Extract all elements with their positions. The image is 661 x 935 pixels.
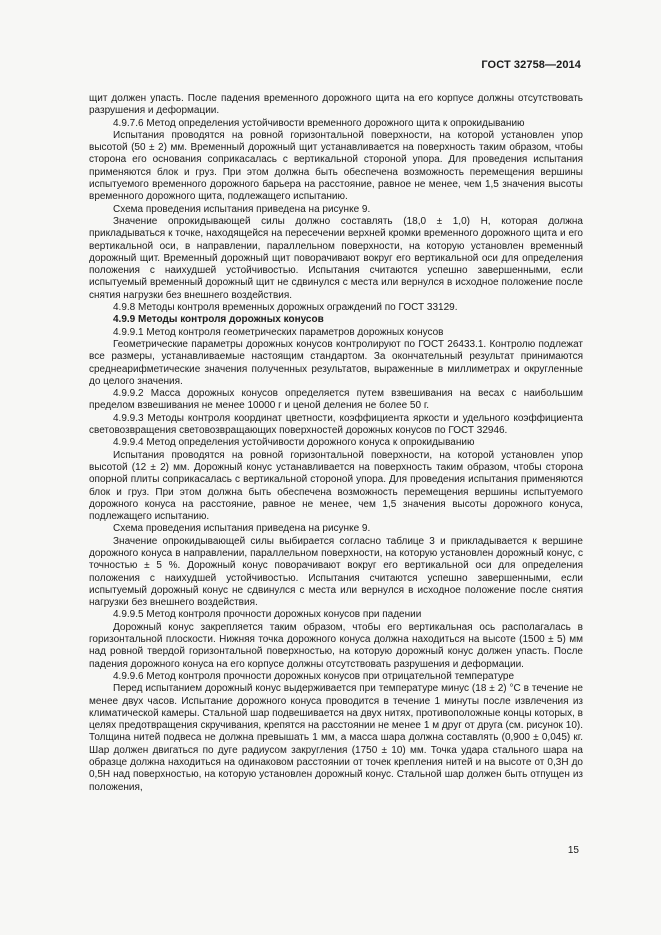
paragraph: 4.9.9.2 Масса дорожных конусов определяется путем взвешивания на весах с наибольшим пределом взвешивания не менее 10000 г и ценой деления не более 50 г. [89, 388, 583, 412]
section-heading: 4.9.9.5 Метод контроля прочности дорожных конусов при падении [113, 609, 422, 621]
section-heading: 4.9.9.6 Метод контроля прочности дорожных конусов при отрицательной температуре [113, 670, 515, 682]
paragraph: Дорожный конус закрепляется таким образом, чтобы его вертикальная ось располагалась в горизонтальной плоскости. Нижняя точка дорожного конуса должна находиться на высоте (1500 ± 5) мм над ровной твердой горизонтальной поверхностью, на которую дорожный конус должен упасть. После падения дорожного конуса на его корпусе должны отсутствовать разрушения и деформации. [89, 621, 583, 670]
paragraph: Испытания проводятся на ровной горизонтальной поверхности, на которой установлен упор высотой (12 ± 2) мм. Дорожный конус устанавливается на поверхность таким образом, чтобы сторона опорной плиты соприкасалась с вертикальной стороной упора. Для проведения испытания применяются блок и груз. При этом должна быть обеспечена возможность перемещения вершины испытуемого дорожного конуса на расстояние, равное не менее, чем 1,5 значения высоты дорожного конуса, подлежащего испытанию. [89, 449, 583, 523]
section-heading: 4.9.9.1 Метод контроля геометрических параметров дорожных конусов [113, 326, 444, 338]
paragraph: Испытания проводятся на ровной горизонтальной поверхности, на которой установлен упор высотой (50 ± 2) мм. Временный дорожный щит устанавливается на поверхность таким образом, чтобы сторона его основания соприкасалась с вертикальной стороной упора. Для проведения испытания применяются блок и груз. При этом должна быть обеспечена возможность перемещения вершины испытуемого временного дорожного барьера на расстояние, равное не менее, чем 1,5 значения высоты временного дорожного щита, подлежащего испытанию. [89, 129, 583, 203]
page-number: 15 [567, 845, 579, 856]
paragraph: щит должен упасть. После падения временного дорожного щита на его корпусе должны отсутствовать разрушения и деформации. [89, 93, 583, 117]
section-heading: 4.9.9.4 Метод определения устойчивости дорожного конуса к опрокидыванию [113, 437, 475, 449]
document-code-header: ГОСТ 32758—2014 [481, 59, 581, 71]
section-heading-bold: 4.9.9 Методы контроля дорожных конусов [113, 314, 324, 326]
section-heading: 4.9.7.6 Метод определения устойчивости временного дорожного щита к опрокидыванию [113, 117, 525, 129]
paragraph: Схема проведения испытания приведена на рисунке 9. [113, 203, 371, 215]
section-heading: 4.9.8 Методы контроля временных дорожных ограждений по ГОСТ 33129. [113, 302, 458, 314]
paragraph: 4.9.9.3 Методы контроля координат цветности, коэффициента яркости и удельного коэффициента световозвращения световозвращающих поверхностей дорожных конусов по ГОСТ 32946. [89, 412, 583, 437]
paragraph: Геометрические параметры дорожных конусов контролируют по ГОСТ 26433.1. Контролю подлежат все размеры, устанавливаемые настоящим стандартом. За окончательный результат принимаются среднеарифметические значения полученных результатов, выраженные в миллиметрах и округленные до целого значения. [89, 338, 583, 387]
paragraph: Значение опрокидывающей силы выбирается согласно таблице 3 и прикладывается к вершине дорожного конуса в направлении, параллельном поверхности, на которую установлен дорожный конус, с точностью ± 5 %. Дорожный конус поворачивают вокруг его вертикальной оси для определения положения с наихудшей устойчивостью. Испытания считаются успешно завершенными, если испытуемый дорожный конус не сдвинулся с места или вернулся в исходное положение после снятия нагрузки без внешнего воздействия. [89, 535, 583, 609]
paragraph: Схема проведения испытания приведена на рисунке 9. [113, 523, 371, 535]
paragraph: Значение опрокидывающей силы должно составлять (18,0 ± 1,0) Н, которая должна прикладываться к точке, находящейся на пересечении верхней кромки временного дорожного щита и его вертикальной оси, в направлении, параллельном поверхности, на которую установлен временный дорожный щит. Временный дорожный щит поворачивают вокруг его вертикальной оси для определения положения с наихудшей устойчивостью. Испытания считаются успешно завершенными, если испытуемый временный дорожный щит не сдвинулся с места или вернулся в исходное положение после снятия нагрузки без внешнего воздействия. [89, 215, 583, 301]
body-text [89, 93, 583, 794]
paragraph: Перед испытанием дорожный конус выдерживается при температуре минус (18 ± 2) °С в течение не менее двух часов. Испытание дорожного конуса проводится в течение 1 минуты после извлечения из климатической камеры. Стальной шар подвешивается на двух нитях, противоположные концы которых, в целях предотвращения скручивания, крепятся на расстоянии не менее 1 м друг от друга (см. рисунок 10). Толщина нитей подвеса не должна превышать 1 мм, а масса шара должна составлять (0,900 ± 0,045) кг. Шар должен двигаться по дуге радиусом закругления (1750 ± 10) мм. Точка удара стального шара на образце должна находиться на одинаковом расстоянии от точек крепления нитей и на высоте от 0,3H до 0,5H над поверхностью, на которую установлен дорожный конус. Стальной шар должен быть отпущен из положения, [89, 683, 583, 793]
